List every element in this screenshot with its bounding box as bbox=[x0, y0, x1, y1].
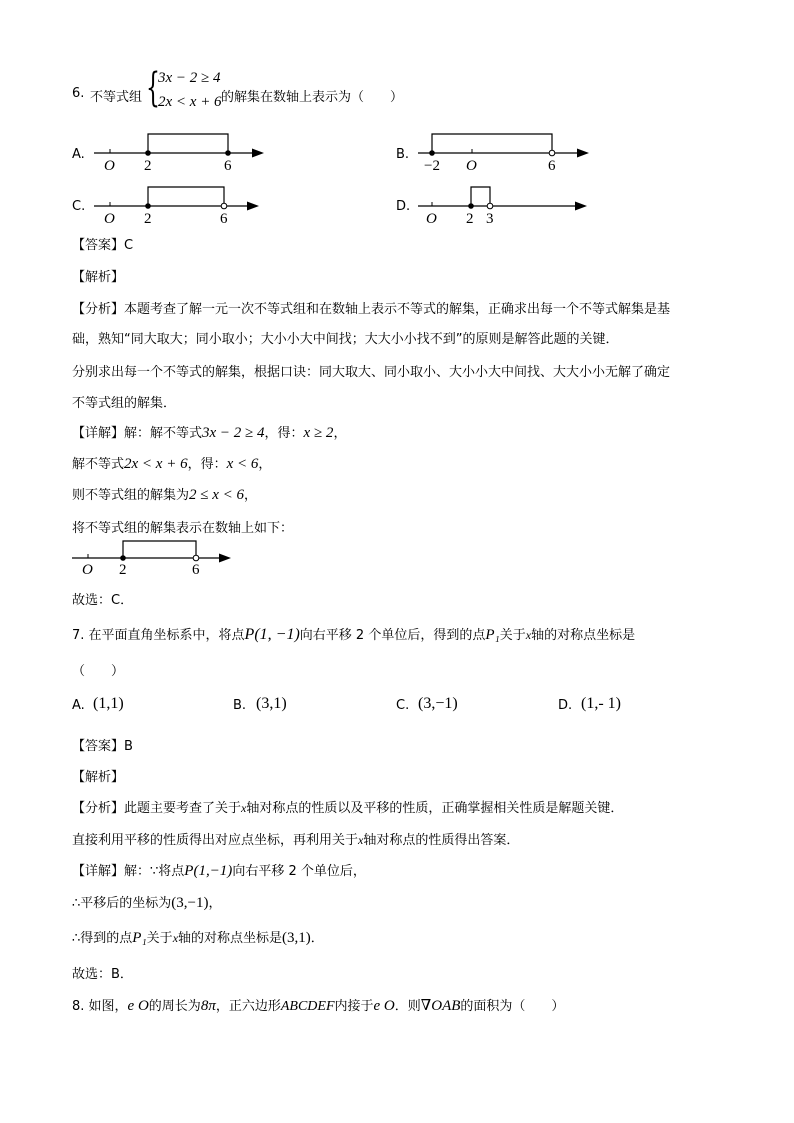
math: P₁ bbox=[485, 627, 500, 643]
math: 8π bbox=[200, 998, 216, 1014]
math: x bbox=[172, 931, 179, 945]
label-6: 6 bbox=[192, 562, 200, 578]
q6-suffix: 的解集在数轴上表示为（ ） bbox=[221, 90, 404, 105]
q6-prefix: 不等式组 bbox=[90, 90, 143, 105]
solution-bracket bbox=[471, 187, 490, 206]
closed-point bbox=[145, 150, 151, 156]
q6-option-d-letter: D. bbox=[396, 199, 411, 214]
label-2: 2 bbox=[144, 158, 152, 174]
q7-option-c-letter: C. bbox=[396, 698, 410, 713]
q7-analysis-line-2: 直接利用平移的性质得出对应点坐标，再利用关于x轴对称点的性质得出答案． bbox=[72, 833, 520, 848]
label-6: 6 bbox=[548, 158, 556, 174]
math: x bbox=[525, 628, 532, 642]
q6-option-b-numberline bbox=[414, 128, 596, 174]
q6-option-a-numberline bbox=[90, 128, 270, 174]
q7-option-b-letter: B. bbox=[233, 698, 247, 713]
q6-analysis-line-1: 【分析】本题考查了解一元一次不等式组和在数轴上表示不等式的解集，正确求出每一个不等式解集是基 bbox=[72, 302, 671, 317]
closed-point bbox=[145, 203, 151, 209]
math: (3,−1) bbox=[171, 895, 209, 911]
q6-detail-line-1: 【详解】解：解不等式3x − 2 ≥ 4，得：x ≥ 2， bbox=[72, 425, 347, 441]
math: P(1,−1) bbox=[184, 863, 233, 879]
math: ABCDEF bbox=[280, 999, 335, 1014]
label-o: O bbox=[104, 211, 115, 227]
q6-answer: 【答案】C bbox=[72, 238, 134, 253]
q7-stem-line-2: （ ） bbox=[72, 664, 125, 679]
axis-arrow bbox=[577, 149, 589, 158]
math: ∇OAB bbox=[420, 998, 461, 1014]
math: P₁ bbox=[132, 930, 147, 946]
q6-inequality-2: 2x < x + 6 bbox=[158, 94, 222, 110]
q6-detail-line-2: 解不等式2x < x + 6，得：x < 6， bbox=[72, 456, 272, 472]
q7-detail-line-3: ∴得到的点P₁关于x轴的对称点坐标是(3,1)． bbox=[72, 930, 324, 946]
math: e O bbox=[127, 998, 149, 1014]
axis-arrow bbox=[247, 202, 259, 211]
q7-answer: 【答案】B bbox=[72, 739, 133, 754]
q6-analysis-line-4: 不等式组的解集． bbox=[72, 396, 177, 411]
q7-stem-line-1: 7. 在平面直角坐标系中，将点P(1, −1)向右平移 2 个单位后，得到的点P₁关于x轴的对称点坐标是 bbox=[72, 626, 636, 643]
math: 2x < x + 6 bbox=[124, 456, 188, 472]
q6-option-a-letter: A. bbox=[72, 147, 85, 162]
q6-analysis-line-3: 分别求出每一个不等式的解集，根据口诀：同大取大、同小取小、大小小大中间找、大大小小无解了确定 bbox=[72, 365, 671, 380]
math: 3x − 2 ≥ 4 bbox=[202, 425, 265, 441]
open-point bbox=[193, 555, 199, 561]
closed-point bbox=[429, 150, 435, 156]
label-2: 2 bbox=[144, 211, 152, 227]
closed-point bbox=[120, 555, 126, 561]
q7-analysis-line-1: 【分析】此题主要考查了关于x轴对称点的性质以及平移的性质，正确掌握相关性质是解题关键． bbox=[72, 801, 624, 816]
q7-option-c-value: (3,−1) bbox=[418, 695, 458, 712]
q7-option-a-letter: A. bbox=[72, 698, 85, 713]
math: x bbox=[358, 833, 364, 847]
q6-number: 6. bbox=[72, 86, 85, 101]
q6-solution-numberline bbox=[70, 536, 240, 580]
q6-detail-line-4: 将不等式组的解集表示在数轴上如下： bbox=[72, 521, 294, 536]
q6-analysis-line-2: 础，熟知“同大取大；同小取小；大小小大中间找；大大小小找不到”的原则是解答此题的关键． bbox=[72, 332, 619, 347]
q6-analysis-title: 【解析】 bbox=[72, 270, 125, 285]
label-o: O bbox=[426, 211, 437, 227]
system-brace: { bbox=[146, 65, 160, 111]
q8-stem-line-1: 8. 如图，e O的周长为8π，正六边形ABCDEF内接于e O．则∇OAB的面积为（ ） bbox=[72, 998, 565, 1014]
q6-detail-line-3: 则不等式组的解集为2 ≤ x < 6， bbox=[72, 487, 258, 503]
open-point bbox=[221, 203, 227, 209]
math: P(1, −1) bbox=[244, 626, 300, 643]
q7-option-d-value: (1,- 1) bbox=[581, 695, 621, 712]
q7-detail-line-1: 【详解】解：∵将点P(1,−1)向右平移 2 个单位后， bbox=[72, 863, 366, 879]
math: 2 ≤ x < 6 bbox=[189, 487, 245, 503]
q6-option-c-letter: C. bbox=[72, 199, 86, 214]
label-o: O bbox=[466, 158, 477, 174]
math: x < 6 bbox=[226, 456, 259, 472]
axis-arrow bbox=[219, 554, 231, 563]
q7-option-d-letter: D. bbox=[558, 698, 573, 713]
label-o: O bbox=[82, 562, 93, 578]
solution-bracket bbox=[432, 134, 552, 153]
label-2: 2 bbox=[466, 211, 474, 227]
label-2: 2 bbox=[119, 562, 127, 578]
solution-bracket bbox=[148, 134, 228, 153]
q6-option-b-letter: B. bbox=[396, 147, 410, 162]
q6-option-d-numberline bbox=[414, 181, 594, 227]
q6-inequality-1: 3x − 2 ≥ 4 bbox=[158, 70, 221, 86]
math: x ≥ 2 bbox=[303, 425, 334, 441]
closed-point bbox=[225, 150, 231, 156]
closed-point bbox=[468, 203, 474, 209]
q6-choose: 故选：C． bbox=[72, 593, 134, 608]
open-point bbox=[549, 150, 555, 156]
q7-option-b-value: (3,1) bbox=[256, 695, 287, 712]
q7-analysis-title: 【解析】 bbox=[72, 770, 125, 785]
axis-arrow bbox=[575, 202, 587, 211]
solution-bracket bbox=[148, 187, 224, 206]
math: x bbox=[241, 801, 247, 815]
label-6: 6 bbox=[224, 158, 232, 174]
q6-option-c-numberline bbox=[90, 181, 266, 227]
solution-bracket bbox=[123, 541, 196, 558]
math: (3,1) bbox=[282, 930, 311, 946]
label-3: 3 bbox=[486, 211, 494, 227]
q7-option-a-value: (1,1) bbox=[93, 695, 124, 712]
open-point bbox=[487, 203, 493, 209]
label-o: O bbox=[104, 158, 115, 174]
label-neg2: −2 bbox=[424, 158, 440, 174]
axis-arrow bbox=[252, 149, 264, 158]
label-6: 6 bbox=[220, 211, 228, 227]
q7-detail-line-2: ∴平移后的坐标为(3,−1)， bbox=[72, 895, 222, 911]
math: e O bbox=[373, 998, 395, 1014]
q7-choose: 故选：B． bbox=[72, 967, 133, 982]
